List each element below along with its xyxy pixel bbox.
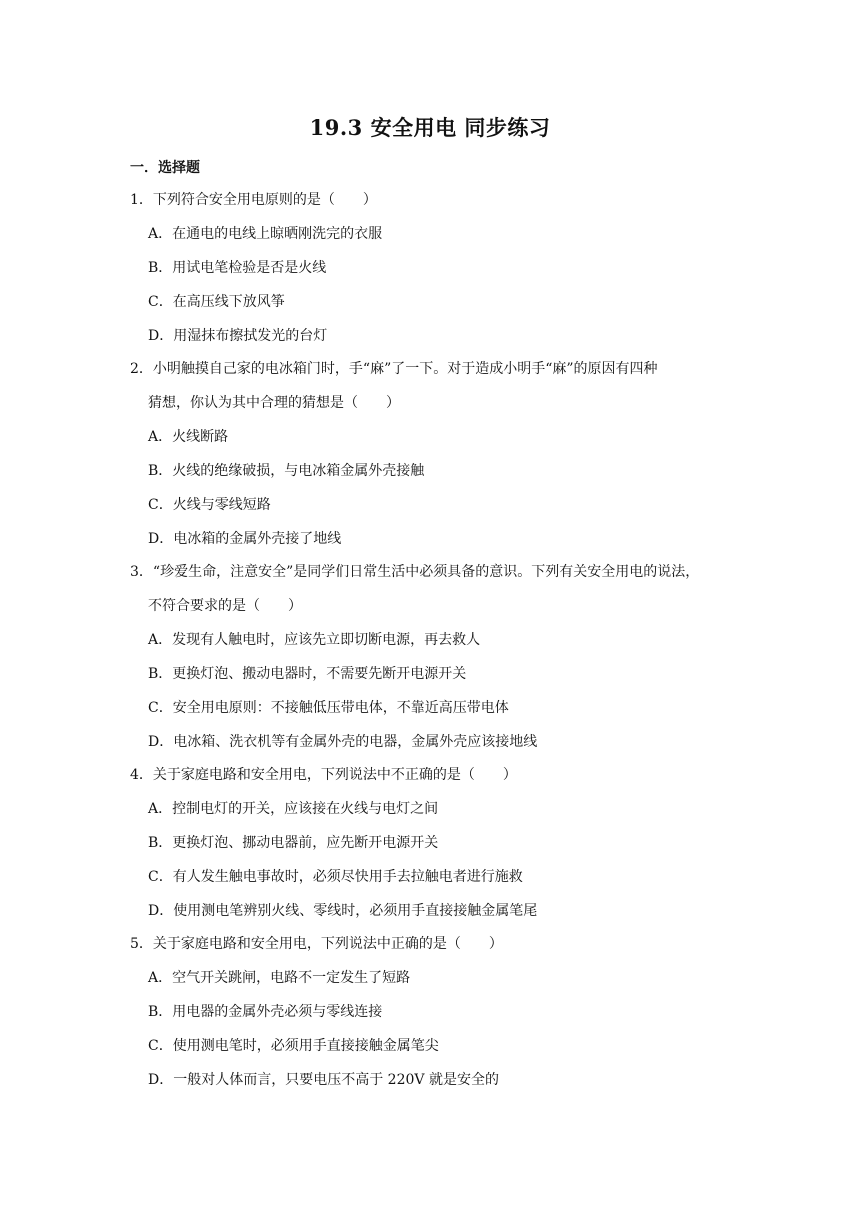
option-c[interactable] xyxy=(130,691,730,725)
option-a[interactable] xyxy=(130,792,730,826)
question-stem xyxy=(130,555,730,589)
option-letter: B． xyxy=(148,463,173,479)
option-d[interactable] xyxy=(130,319,730,353)
option-text: 控制电灯的开关，应该接在火线与电灯之间 xyxy=(172,801,439,817)
option-letter: B． xyxy=(148,835,173,851)
question-text: 下列符合安全用电原则的是（ ） xyxy=(152,192,377,208)
option-d[interactable] xyxy=(130,894,730,928)
option-letter: D． xyxy=(148,1072,174,1088)
option-c[interactable] xyxy=(130,488,730,522)
option-letter: D． xyxy=(148,531,174,547)
option-text: 使用测电笔时，必须用手直接接触金属笔尖 xyxy=(172,1038,439,1054)
question-text: 关于家庭电路和安全用电，下列说法中正确的是（ ） xyxy=(152,936,503,952)
option-letter: B． xyxy=(148,260,173,276)
option-letter: A． xyxy=(148,632,173,648)
option-text: 火线断路 xyxy=(172,429,229,445)
option-c[interactable] xyxy=(130,285,730,319)
option-d[interactable] xyxy=(130,1063,730,1097)
question-2 xyxy=(130,352,730,556)
option-text: 更换灯泡、搬动电器时，不需要先断开电源开关 xyxy=(172,666,467,682)
option-text: 火线与零线短路 xyxy=(172,497,271,513)
option-text: 安全用电原则：不接触低压带电体，不靠近高压带电体 xyxy=(172,700,509,716)
question-number: 1． xyxy=(130,192,153,208)
question-text: 小明触摸自己家的电冰箱门时，手“麻”了一下。对于造成小明手“麻”的原因有四种 xyxy=(152,361,658,377)
option-a[interactable] xyxy=(130,217,730,251)
option-b[interactable] xyxy=(130,454,730,488)
page-title: 19.3 安全用电 同步练习 xyxy=(309,115,551,140)
option-text: 用湿抹布擦拭发光的台灯 xyxy=(173,328,328,344)
option-c[interactable] xyxy=(130,1029,730,1063)
question-stem xyxy=(130,352,730,386)
question-1 xyxy=(130,183,730,353)
option-a[interactable] xyxy=(130,420,730,454)
question-3 xyxy=(130,555,730,759)
option-letter: A． xyxy=(148,801,173,817)
option-letter: C． xyxy=(148,700,173,716)
option-letter: B． xyxy=(148,666,173,682)
question-number: 5． xyxy=(130,936,153,952)
option-letter: D． xyxy=(148,903,174,919)
section-heading: 一．选择题 xyxy=(130,160,200,176)
option-b[interactable] xyxy=(130,826,730,860)
option-b[interactable] xyxy=(130,251,730,285)
option-text: 在高压线下放风筝 xyxy=(172,294,285,310)
question-4 xyxy=(130,758,730,928)
question-number: 4． xyxy=(130,767,153,783)
option-letter: B． xyxy=(148,1004,173,1020)
option-text: 火线的绝缘破损，与电冰箱金属外壳接触 xyxy=(172,463,425,479)
question-text-continued: 不符合要求的是（ ） xyxy=(148,598,302,614)
option-c[interactable] xyxy=(130,860,730,894)
option-text: 电冰箱、洗衣机等有金属外壳的电器，金属外壳应该接地线 xyxy=(173,734,538,750)
option-letter: D． xyxy=(148,328,174,344)
option-text: 一般对人体而言，只要电压不高于 220V 就是安全的 xyxy=(173,1072,499,1088)
option-text: 电冰箱的金属外壳接了地线 xyxy=(173,531,342,547)
option-letter: A． xyxy=(148,429,173,445)
option-a[interactable] xyxy=(130,961,730,995)
question-number: 2． xyxy=(130,361,153,377)
option-text: 有人发生触电事故时，必须尽快用手去拉触电者进行施救 xyxy=(172,869,523,885)
option-letter: A． xyxy=(148,226,173,242)
question-5 xyxy=(130,927,730,1097)
option-text: 更换灯泡、挪动电器前，应先断开电源开关 xyxy=(172,835,439,851)
question-text: 关于家庭电路和安全用电，下列说法中不正确的是（ ） xyxy=(152,767,517,783)
option-d[interactable] xyxy=(130,522,730,556)
option-letter: C． xyxy=(148,1038,173,1054)
option-text: 使用测电笔辨别火线、零线时，必须用手直接接触金属笔尾 xyxy=(173,903,538,919)
question-text-continued: 猜想，你认为其中合理的猜想是（ ） xyxy=(148,395,400,411)
option-d[interactable] xyxy=(130,725,730,759)
option-text: 发现有人触电时，应该先立即切断电源，再去救人 xyxy=(172,632,481,648)
question-stem xyxy=(130,758,730,792)
option-letter: D． xyxy=(148,734,174,750)
option-letter: A． xyxy=(148,970,173,986)
option-text: 用试电笔检验是否是火线 xyxy=(172,260,327,276)
option-text: 在通电的电线上晾晒刚洗完的衣服 xyxy=(172,226,383,242)
question-number: 3． xyxy=(130,564,153,580)
option-text: 空气开关跳闸，电路不一定发生了短路 xyxy=(172,970,411,986)
question-stem xyxy=(130,183,730,217)
option-letter: C． xyxy=(148,497,173,513)
option-b[interactable] xyxy=(130,995,730,1029)
option-a[interactable] xyxy=(130,623,730,657)
question-text: “珍爱生命，注意安全”是同学们日常生活中必须具备的意识。下列有关安全用电的说法， xyxy=(152,564,700,580)
option-b[interactable] xyxy=(130,657,730,691)
option-letter: C． xyxy=(148,869,173,885)
option-letter: C． xyxy=(148,294,173,310)
option-text: 用电器的金属外壳必须与零线连接 xyxy=(172,1004,383,1020)
question-stem xyxy=(130,927,730,961)
